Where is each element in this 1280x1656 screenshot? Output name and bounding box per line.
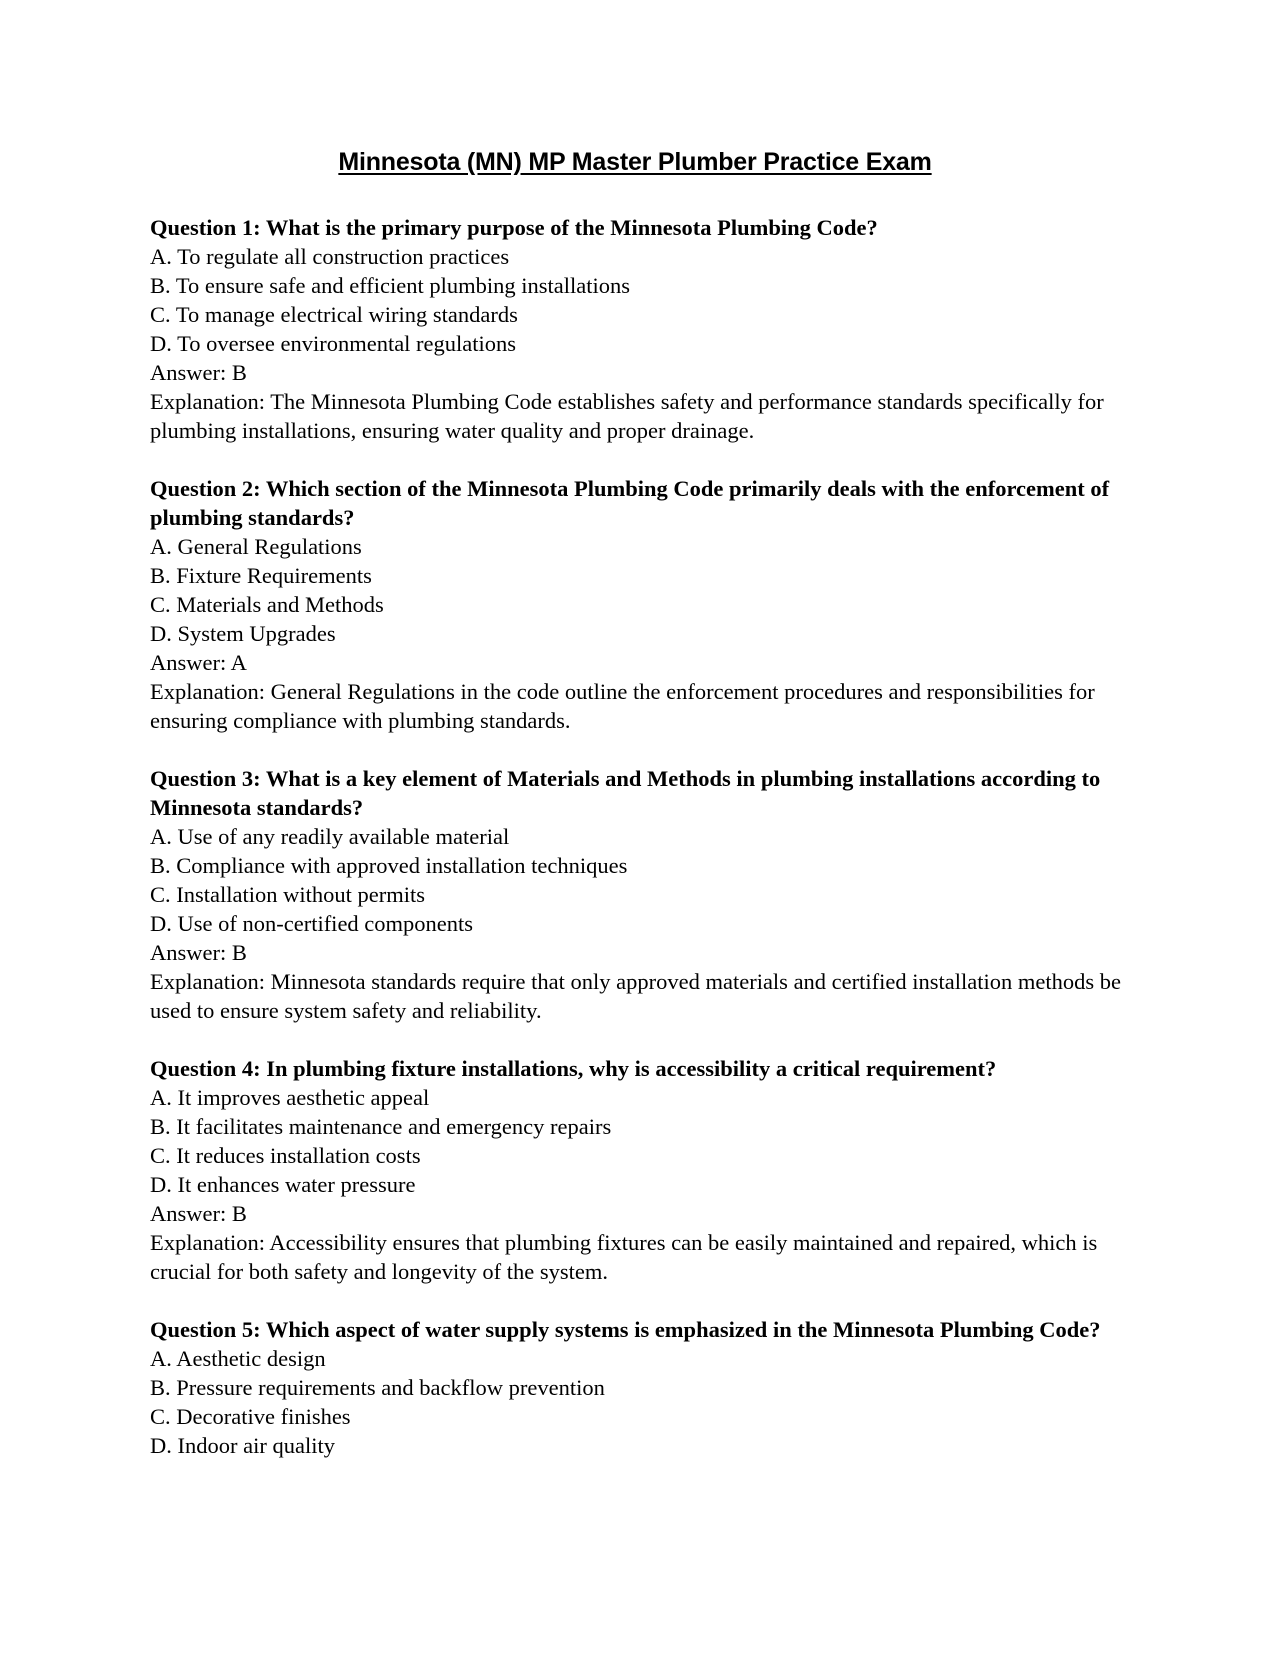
- option-b: B. To ensure safe and efficient plumbing installations: [150, 273, 630, 298]
- explanation-text: Explanation: Accessibility ensures that plumbing fixtures can be easily maintained and repaired, which is crucial for both safety and longevity of the system.: [150, 1230, 1098, 1284]
- explanation-text: Explanation: Minnesota standards require that only approved materials and certified installation methods be used to ensure system safety and reliability.: [150, 969, 1121, 1023]
- document-title: Minnesota (MN) MP Master Plumber Practice Exam: [338, 148, 932, 176]
- explanation-text: Explanation: The Minnesota Plumbing Code establishes safety and performance standards specifically for plumbing installations, ensuring water quality and proper drainage.: [150, 389, 1104, 443]
- question-block-2: [150, 474, 1140, 735]
- answer-text: Answer: B: [150, 360, 247, 385]
- option-a: A. Aesthetic design: [150, 1346, 326, 1371]
- explanation-text: Explanation: General Regulations in the code outline the enforcement procedures and responsibilities for ensuring compliance with plumbing standards.: [150, 679, 1095, 733]
- option-a: A. General Regulations: [150, 534, 362, 559]
- option-d: D. To oversee environmental regulations: [150, 331, 517, 356]
- option-d: D. Use of non-certified components: [150, 911, 474, 936]
- option-b: B. Fixture Requirements: [150, 563, 372, 588]
- option-d: D. System Upgrades: [150, 621, 336, 646]
- question-block-4: [150, 1054, 1140, 1286]
- answer-text: Answer: A: [150, 650, 247, 675]
- question-text: Question 2: Which section of the Minnesota Plumbing Code primarily deals with the enforcement of plumbing standards?: [150, 476, 1110, 530]
- question-text: Question 5: Which aspect of water supply systems is emphasized in the Minnesota Plumbing Code?: [150, 1317, 1101, 1342]
- option-c: C. It reduces installation costs: [150, 1143, 421, 1168]
- option-d: D. It enhances water pressure: [150, 1172, 416, 1197]
- question-block-3: [150, 764, 1140, 1025]
- option-c: C. Decorative finishes: [150, 1404, 351, 1429]
- option-c: C. Materials and Methods: [150, 592, 384, 617]
- answer-text: Answer: B: [150, 940, 247, 965]
- question-text: Question 1: What is the primary purpose of the Minnesota Plumbing Code?: [150, 215, 878, 240]
- option-c: C. Installation without permits: [150, 882, 425, 907]
- question-text: Question 3: What is a key element of Materials and Methods in plumbing installations according to Minnesota standards?: [150, 766, 1101, 820]
- question-block-5: [150, 1315, 1140, 1460]
- option-b: B. Compliance with approved installation techniques: [150, 853, 628, 878]
- option-a: A. It improves aesthetic appeal: [150, 1085, 430, 1110]
- answer-text: Answer: B: [150, 1201, 247, 1226]
- option-b: B. It facilitates maintenance and emergency repairs: [150, 1114, 612, 1139]
- option-a: A. To regulate all construction practices: [150, 244, 510, 269]
- document-page: [150, 148, 1140, 1489]
- question-block-1: [150, 213, 1140, 445]
- option-d: D. Indoor air quality: [150, 1433, 335, 1458]
- option-c: C. To manage electrical wiring standards: [150, 302, 518, 327]
- option-b: B. Pressure requirements and backflow prevention: [150, 1375, 605, 1400]
- question-text: Question 4: In plumbing fixture installations, why is accessibility a critical requirement?: [150, 1056, 997, 1081]
- option-a: A. Use of any readily available material: [150, 824, 510, 849]
